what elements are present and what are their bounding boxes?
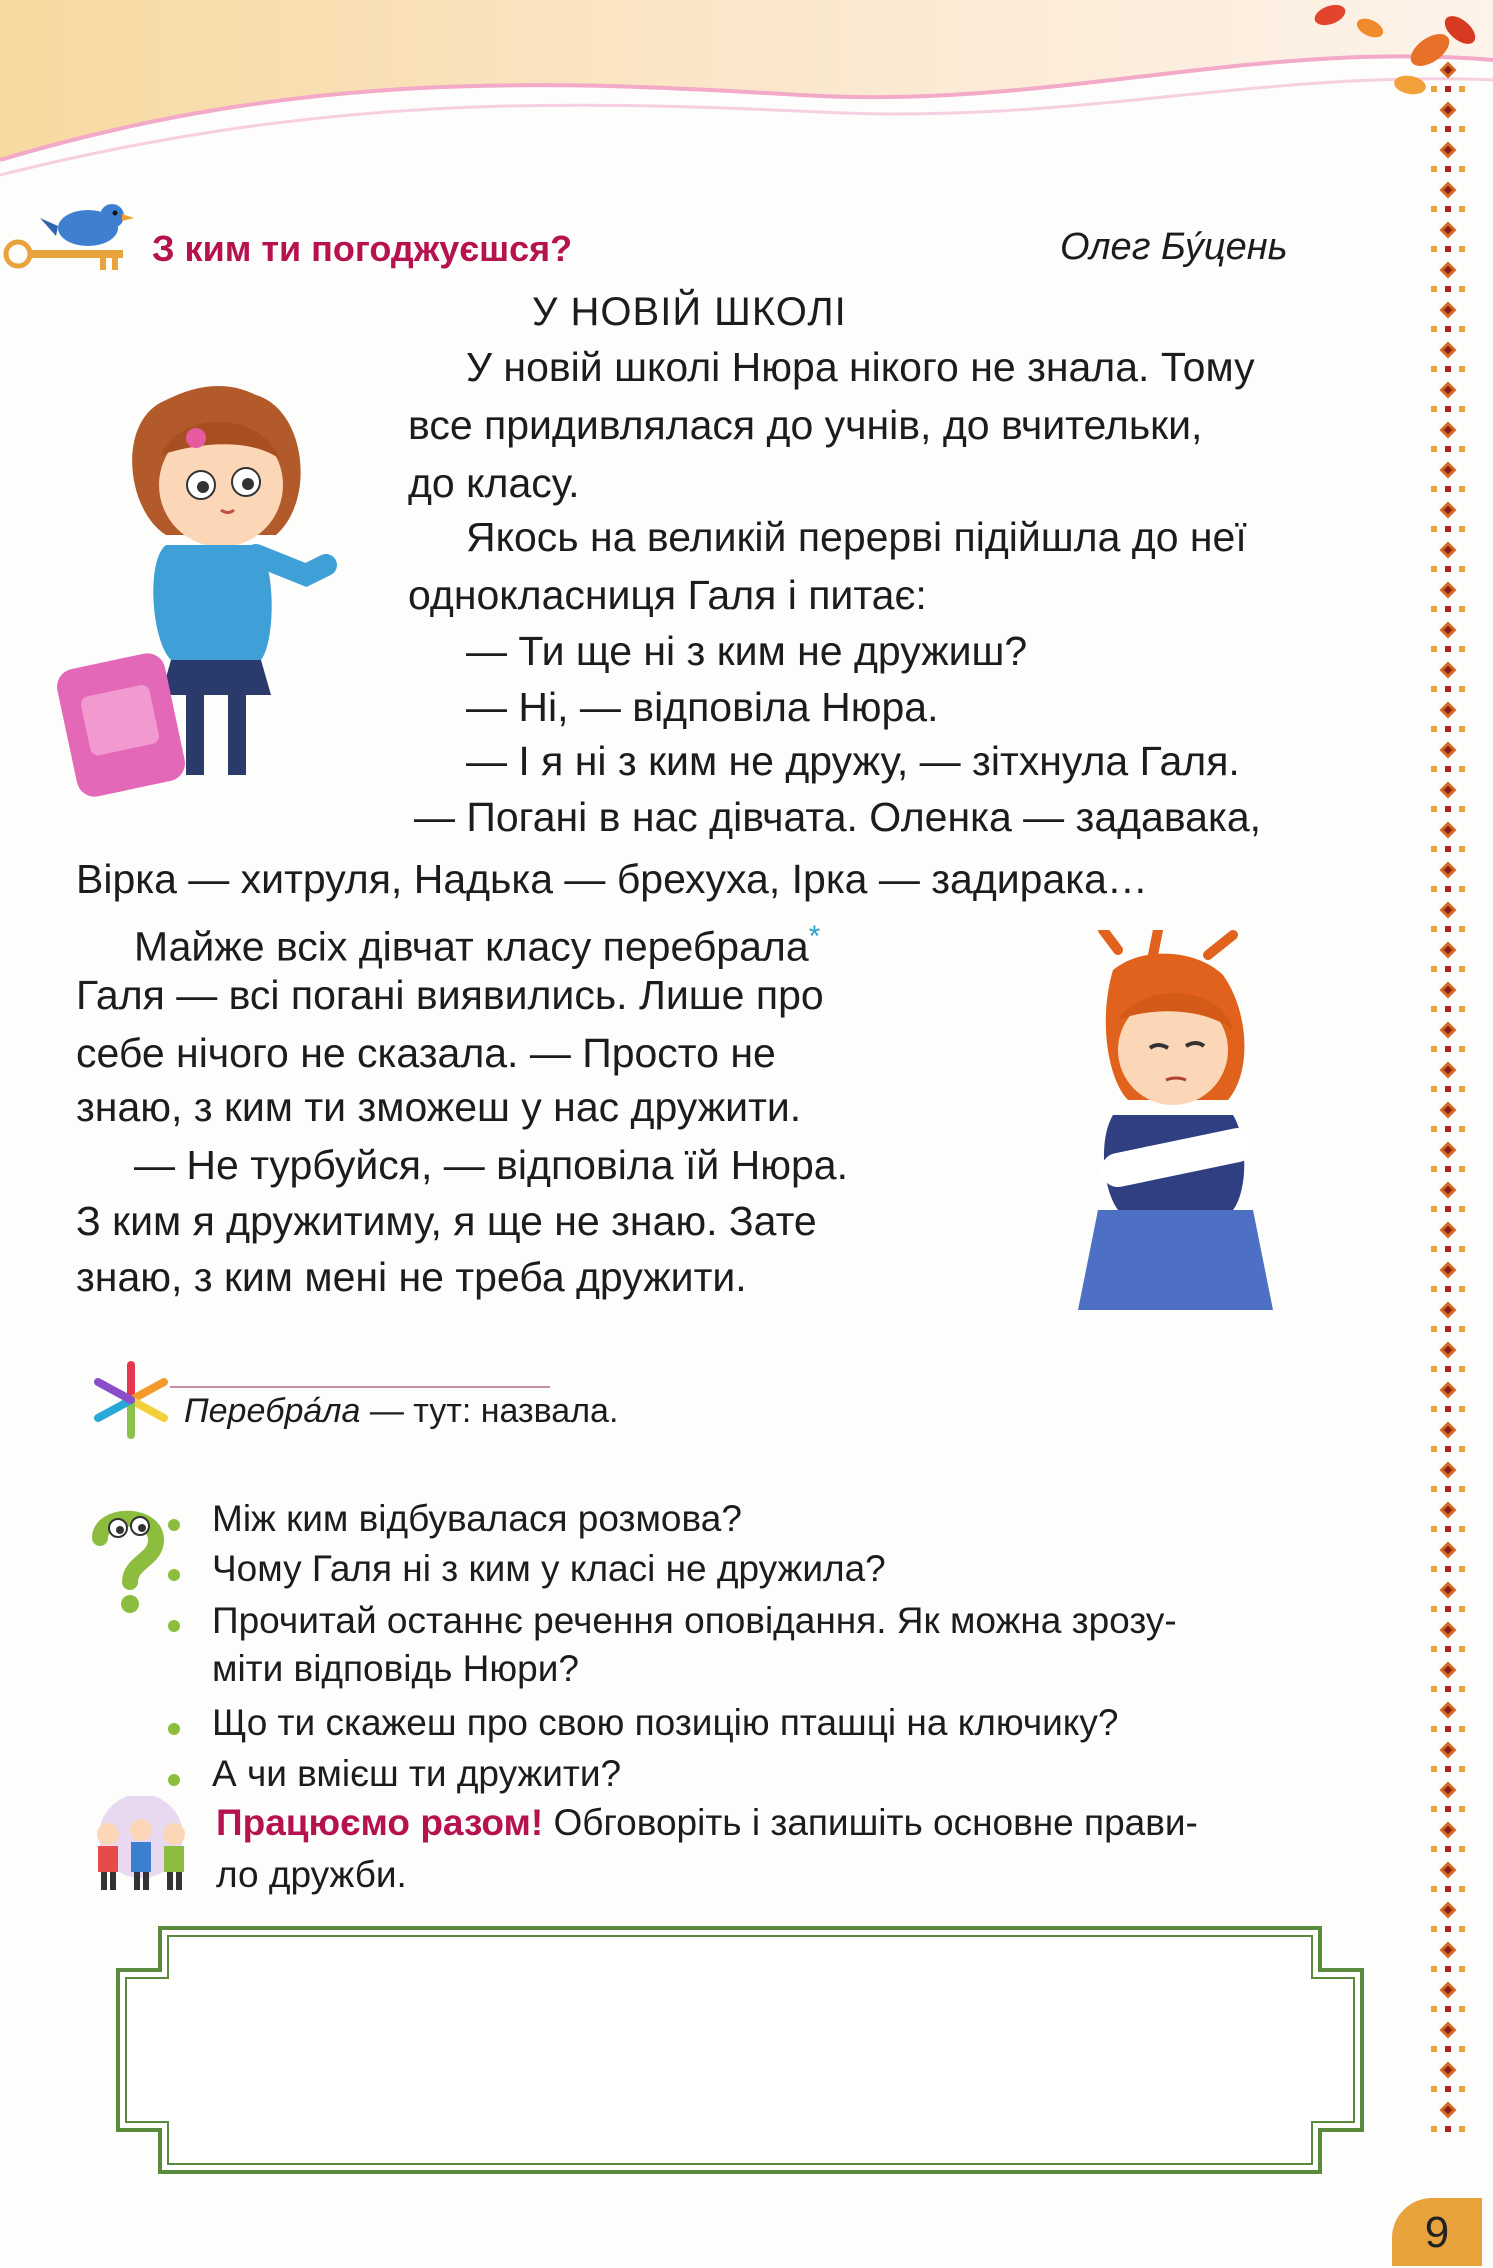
story-line-4: Якось на великій перерві підійшла до неї: [466, 514, 1247, 560]
color-star-icon: [86, 1360, 176, 1440]
teamwork-text-1: Обговоріть і запишіть основне прави-: [543, 1802, 1198, 1843]
top-wave-decoration: [0, 0, 1493, 200]
page-number: 9: [1392, 2198, 1482, 2266]
kids-group-icon: [86, 1796, 196, 1896]
answer-frame[interactable]: [110, 1920, 1370, 2180]
teamwork-text-2: ло дружби.: [216, 1854, 407, 1895]
ornament-border: [1425, 60, 1471, 2140]
girl-galya-illustration: [1058, 930, 1298, 1350]
glossary-definition: — тут: назвала.: [360, 1392, 619, 1430]
story-line-7: — Ні, — відповіла Нюра.: [466, 684, 939, 730]
story-line-8: — І я ні з ким не дружу, — зітхнула Галя.: [466, 738, 1240, 784]
story-line-10: Вірка — хитруля, Надька — брехуха, Ірка — задирака…: [76, 856, 1148, 902]
question-4: Що ти скажеш про свою позицію пташці на ключику?: [212, 1702, 1119, 1743]
story-line-14: знаю, з ким ти зможеш у нас дружити.: [76, 1084, 802, 1130]
bullet-icon: [168, 1774, 180, 1786]
question-1: Між ким відбувалася розмова?: [212, 1498, 742, 1539]
story-line-1: У новій школі Нюра нікого не знала. Тому: [466, 344, 1255, 390]
story-line-17: знаю, з ким мені не треба дружити.: [76, 1254, 747, 1300]
girl-nyura-illustration: [56, 360, 386, 810]
question-mark-icon: [78, 1506, 178, 1616]
story-line-16: З ким я дружитиму, я ще не знаю. Зате: [76, 1198, 817, 1244]
bullet-icon: [168, 1620, 180, 1632]
glossary-term: Перебра́ла: [184, 1392, 361, 1430]
question-2: Чому Галя ні з ким у класі не дружила?: [212, 1548, 886, 1589]
question-5: А чи вмієш ти дружити?: [212, 1753, 622, 1794]
story-line-15: — Не турбуйся, — відповіла їй Нюра.: [134, 1142, 848, 1188]
story-line-2: все придивлялася до учнів, до вчительки,: [408, 402, 1203, 448]
story-line-12: Галя — всі погані виявились. Лише про: [76, 972, 824, 1018]
question-3-line-2: міти відповідь Нюри?: [212, 1648, 579, 1689]
glossary-entry: [184, 1392, 618, 1431]
story-line-11: Майже всіх дівчат класу перебрала*: [134, 920, 821, 970]
story-title: У НОВІЙ ШКОЛІ: [532, 290, 847, 334]
teamwork-task: [216, 1798, 1198, 1848]
story-line-6: — Ти ще ні з ким не дружиш?: [466, 628, 1028, 674]
teamwork-label: Працюємо разом!: [216, 1802, 544, 1843]
story-line-9: — Погані в нас дівчата. Оленка — задавака,: [414, 794, 1262, 840]
glossary-divider: [170, 1386, 550, 1388]
bullet-icon: [168, 1723, 180, 1735]
story-line-13: себе нічого не сказала. — Просто не: [76, 1030, 776, 1076]
discussion-prompt: З ким ти погоджуєшся?: [152, 228, 573, 269]
bullet-icon: [168, 1519, 180, 1531]
story-author: Олег Бу́цень: [1060, 226, 1288, 268]
footnote-star: *: [808, 920, 821, 953]
question-3-line-1: Прочитай останнє речення оповідання. Як можна зрозу-: [212, 1600, 1177, 1641]
story-line-5: однокласниця Галя і питає:: [408, 572, 927, 618]
bullet-icon: [168, 1569, 180, 1581]
bird-on-key-icon: [0, 188, 140, 278]
story-line-3: до класу.: [408, 460, 580, 506]
